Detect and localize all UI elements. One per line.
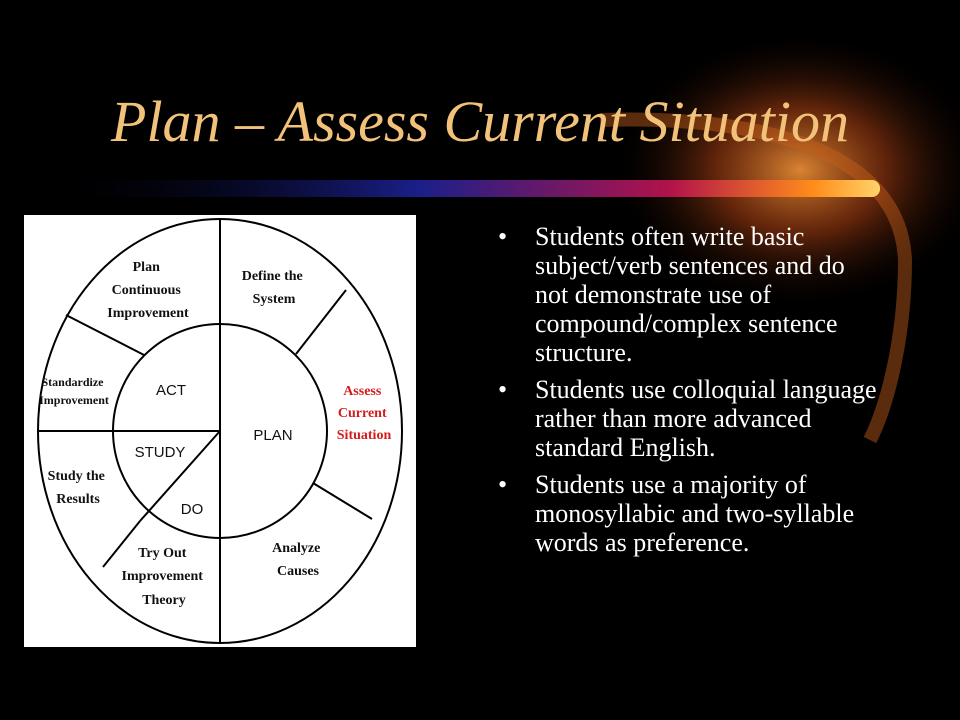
segment-define-line-1: Define the bbox=[241, 269, 303, 284]
segment-assess-line-3: Situation bbox=[336, 428, 392, 443]
spoke-4 bbox=[66, 315, 144, 355]
segment-plan-ci-line-3: Improvement bbox=[107, 306, 189, 321]
segment-tryout-line-3: Theory bbox=[142, 593, 186, 608]
segment-analyze-line-1: Analyze bbox=[272, 541, 321, 556]
spoke-3 bbox=[103, 521, 140, 567]
segment-define-line-2: System bbox=[252, 292, 296, 307]
swoosh-bar bbox=[40, 180, 880, 197]
bullet-text: Students use colloquial language rather than more advanced standard English. bbox=[535, 375, 877, 462]
inner-label-act: ACT bbox=[156, 382, 186, 399]
segment-assess-line-2: Current bbox=[337, 406, 387, 421]
segment-try-out-improvement bbox=[122, 546, 207, 608]
bullet-text: Students use a majority of monosyllabic and two-syllable words as preference. bbox=[535, 470, 855, 557]
inner-label-study: STUDY bbox=[134, 444, 186, 461]
page-title: Plan – Assess Current Situation bbox=[111, 89, 849, 154]
segment-plan-ci-line-2: Continuous bbox=[111, 283, 181, 298]
segment-tryout-line-2: Improvement bbox=[121, 569, 203, 584]
segment-standardize-line-1: Standardize bbox=[41, 375, 104, 389]
segment-study-results bbox=[48, 469, 109, 507]
bullet-dot: • bbox=[498, 222, 508, 251]
segment-plan-continuous-improvement bbox=[107, 260, 189, 321]
segment-standardize-line-2: Improvement bbox=[39, 393, 109, 407]
bullet-dot: • bbox=[498, 375, 508, 404]
segment-study-line-2: Results bbox=[56, 492, 100, 507]
segment-analyze-causes bbox=[272, 541, 324, 579]
segment-tryout-line-1: Try Out bbox=[138, 546, 187, 561]
segment-analyze-line-2: Causes bbox=[276, 564, 320, 579]
bullet-text: Students often write basic subject/verb sentences and do not demonstrate use of compound/complex sentence structure. bbox=[535, 222, 845, 367]
bullet-item bbox=[498, 375, 878, 462]
pdsa-diagram bbox=[24, 215, 416, 647]
bullet-dot: • bbox=[498, 470, 508, 499]
segment-plan-ci-line-1: Plan bbox=[132, 260, 160, 275]
inner-label-do: DO bbox=[180, 501, 204, 518]
spoke-1 bbox=[296, 290, 346, 354]
bullet-item bbox=[498, 222, 878, 367]
segment-assess-current-situation bbox=[337, 384, 392, 443]
bullet-list bbox=[498, 222, 878, 565]
bullet-item bbox=[498, 470, 878, 557]
segment-standardize-improvement bbox=[39, 375, 109, 407]
spoke-2 bbox=[313, 483, 372, 519]
segment-define-system bbox=[242, 269, 307, 307]
inner-label-plan: PLAN bbox=[253, 427, 293, 444]
segment-assess-line-1: Assess bbox=[343, 384, 382, 399]
segment-study-line-1: Study the bbox=[47, 469, 105, 484]
